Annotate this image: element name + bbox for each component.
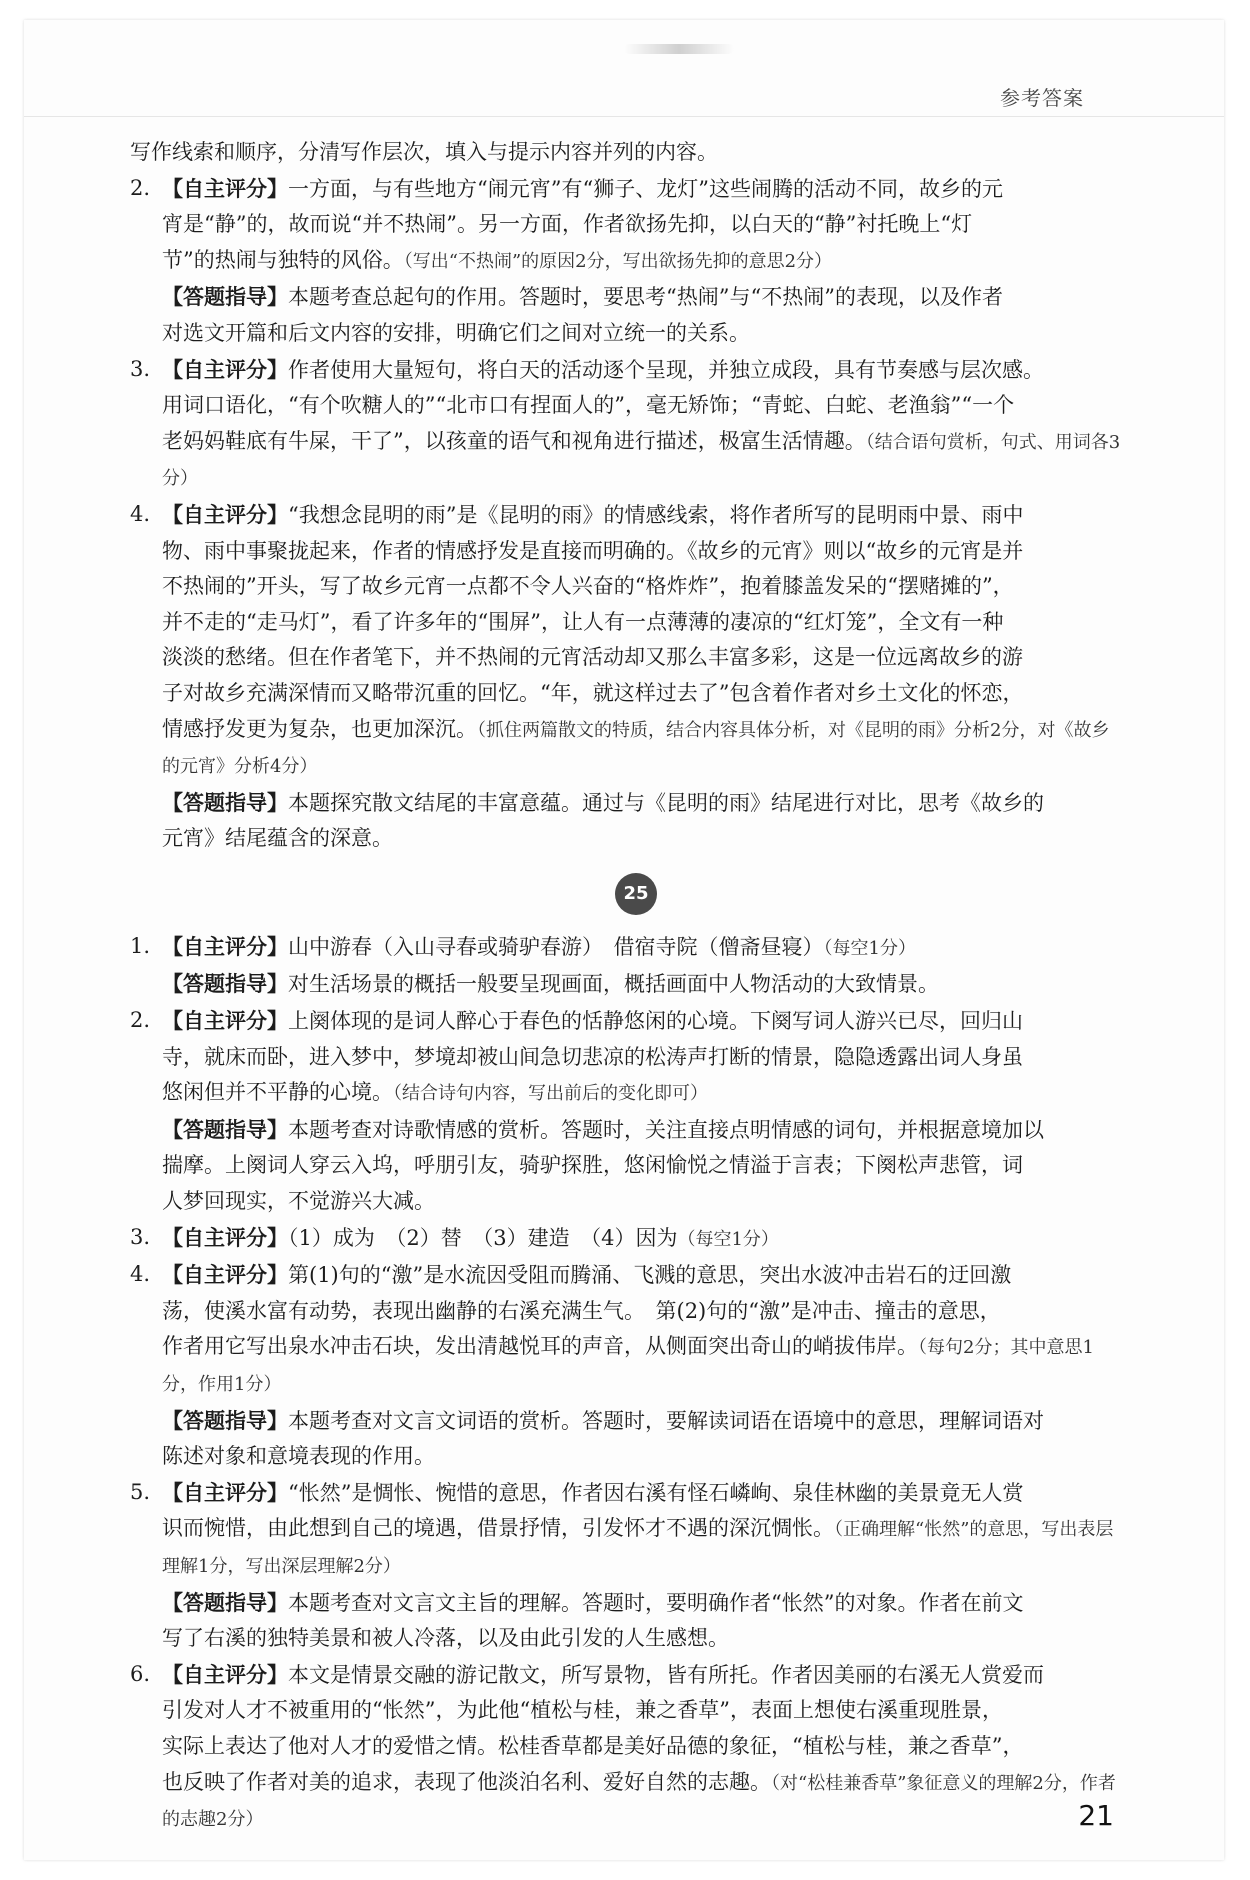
text-line — [162, 569, 1125, 605]
answer-item — [130, 352, 1125, 497]
item-number: 4. — [130, 501, 151, 526]
block-tag: 【答题指导】 — [162, 1589, 288, 1615]
line-text: 物、雨中事聚拢起来，作者的情感抒发是直接而明确的。《故乡的元宵》则以“故乡的元宵是并 — [162, 538, 1024, 563]
line-text: 本题考查对文言文词语的赏析。答题时，要解读词语在语境中的意思，理解词语对 — [288, 1408, 1044, 1433]
block-tag: 【自主评分】 — [162, 1479, 288, 1505]
item-number: 5. — [130, 1479, 151, 1504]
answer-block — [162, 1003, 1125, 1112]
text-line — [162, 424, 1125, 497]
line-text: 淡淡的愁绪。但在作者笔下，并不热闹的元宵活动却又那么丰富多彩，这是一位远离故乡的游 — [162, 645, 1023, 670]
text-line — [162, 316, 1125, 352]
line-text: 老妈妈鞋底有牛屎，干了”，以孩童的语气和视角进行描述，极富生活情趣。 — [162, 428, 866, 453]
block-tag: 【自主评分】 — [162, 1008, 288, 1034]
score-note: （抓住两篇散文的特质，结合内容具体分析，对《昆明的雨》分析2分，对《故乡的元宵》分析4分） — [162, 719, 1110, 778]
block-tag: 【答题指导】 — [162, 284, 288, 310]
score-note: （正确理解“怅然”的意思，写出表层理解1分，写出深层理解2分） — [162, 1519, 1114, 1577]
item-number: 3. — [130, 356, 151, 381]
text-line — [162, 1657, 1125, 1694]
line-text: （1）成为 （2）替 （3）建造 （4）因为 — [288, 1225, 678, 1250]
answer-block — [162, 279, 1125, 351]
text-line — [162, 966, 1125, 1003]
line-text: 用词口语化，“有个吹糖人的”“北市口有捏面人的”，毫无矫饰；“青蛇、白蛇、老渔翁”“一个 — [162, 393, 1015, 418]
line-text: 情感抒发更为复杂，也更加深沉。 — [162, 716, 477, 741]
text-line — [162, 207, 1125, 243]
text-line — [162, 1003, 1125, 1040]
block-tag: 【自主评分】 — [162, 175, 288, 201]
header-rule — [24, 116, 1224, 117]
answer-block — [162, 929, 1125, 967]
text-line — [162, 640, 1125, 676]
text-line — [162, 1439, 1125, 1475]
text-line — [162, 1729, 1125, 1765]
item-number: 6. — [130, 1661, 151, 1686]
answer-block — [162, 171, 1125, 280]
line-text: 写了右溪的独特美景和被人冷落，以及由此引发的人生感想。 — [162, 1626, 729, 1651]
intro-line: 写作线索和顺序，分清写作层次，填入与提示内容并列的内容。 — [130, 140, 718, 164]
line-text: 对生活场景的概括一般要呈现画面，概括画面中人物活动的大致情景。 — [288, 972, 939, 997]
answer-block — [162, 1220, 1125, 1258]
block-tag: 【自主评分】 — [162, 1262, 288, 1288]
text-line — [162, 605, 1125, 641]
answer-item — [130, 1657, 1125, 1838]
text-line — [162, 1040, 1125, 1076]
line-text: 上阕体现的是词人醉心于春色的恬静悠闲的心境。下阕写词人游兴已尽，回归山 — [288, 1009, 1023, 1034]
text-line — [162, 1294, 1125, 1330]
answer-item — [130, 1257, 1125, 1475]
page-number: 21 — [1078, 1799, 1114, 1832]
answer-block — [162, 1475, 1125, 1585]
answer-block — [162, 1403, 1125, 1475]
answer-block — [162, 966, 1125, 1003]
answer-block — [162, 1112, 1125, 1220]
text-line — [162, 1184, 1125, 1220]
answer-item — [130, 497, 1125, 857]
answer-block — [162, 1257, 1125, 1402]
score-note: （每句2分；其中意思1分，作用1分） — [162, 1337, 1094, 1395]
block-tag: 【答题指导】 — [162, 1407, 288, 1433]
line-text: “我想念昆明的雨”是《昆明的雨》的情感线索，将作者所写的昆明雨中景、雨中 — [288, 502, 1024, 527]
scan-smudge — [624, 44, 734, 54]
line-text: 人梦回现实，不觉游兴大减。 — [162, 1189, 435, 1214]
text-line — [162, 1220, 1125, 1258]
score-note: （结合诗句内容，写出前后的变化即可） — [393, 1083, 708, 1105]
text-line — [162, 1329, 1125, 1402]
header-label: 参考答案 — [1000, 86, 1084, 110]
line-text: 对选文开篇和后文内容的安排，明确它们之间对立统一的关系。 — [162, 320, 750, 345]
text-line — [162, 497, 1125, 534]
item-number: 4. — [130, 1262, 151, 1287]
text-line — [162, 1257, 1125, 1294]
line-text: 也反映了作者对美的追求，表现了他淡泊名利、爱好自然的志趣。 — [162, 1769, 771, 1794]
line-text: 引发对人才不被重用的“怅然”，为此他“植松与桂，兼之香草”，表面上想使右溪重现胜景， — [162, 1698, 1003, 1723]
line-text: 作者用它写出泉水冲击石块，发出清越悦耳的声音，从侧面突出奇山的峭拔伟岸。 — [162, 1334, 918, 1359]
line-text: 寺，就床而卧，进入梦中，梦境却被山间急切悲凉的松涛声打断的情景，隐隐透露出词人身虽 — [162, 1044, 1023, 1069]
item-number: 3. — [130, 1224, 151, 1249]
text-line — [162, 785, 1125, 822]
block-tag: 【自主评分】 — [162, 1224, 288, 1250]
line-text: 不热闹的”开头，写了故乡元宵一点都不令人兴奋的“格炸炸”，抱着膝盖发呆的“摆赌摊的”， — [162, 574, 1014, 599]
block-tag: 【自主评分】 — [162, 501, 288, 527]
line-text: 荡，使溪水富有动势，表现出幽静的右溪充满生气。 第(2)句的“激”是冲击、撞击的意思， — [162, 1298, 1001, 1323]
score-note: （对“松桂兼香草”象征意义的理解2分，作者的志趣2分） — [162, 1772, 1116, 1831]
block-tag: 【自主评分】 — [162, 1661, 288, 1687]
line-text: 山中游春（入山寻春或骑驴春游） 借宿寺院（僧斋昼寝） — [288, 934, 824, 959]
line-text: 本题考查对文言文主旨的理解。答题时，要明确作者“怅然”的对象。作者在前文 — [288, 1590, 1024, 1615]
section-divider — [130, 865, 1125, 923]
answer-block — [162, 352, 1125, 497]
line-text: 揣摩。上阕词人穿云入坞，呼朋引友，骑驴探胜，悠闲愉悦之情溢于言表；下阕松声悲管，词 — [162, 1153, 1023, 1178]
line-text: 节”的热闹与独特的风俗。 — [162, 247, 404, 272]
line-text: 本题考查总起句的作用。答题时，要思考“热闹”与“不热闹”的表现，以及作者 — [288, 285, 1003, 310]
answer-block — [162, 1657, 1125, 1838]
line-text: 识而惋惜，由此想到自己的境遇，借景抒情，引发怀才不遇的深沉惆怅。 — [162, 1516, 834, 1541]
text-line — [162, 1511, 1125, 1584]
line-text: 宵是“静”的，故而说“并不热闹”。另一方面，作者欲扬先抑，以白天的“静”衬托晚上“灯 — [162, 212, 973, 237]
text-line — [162, 1475, 1125, 1512]
text-line — [162, 712, 1125, 785]
answer-item — [130, 929, 1125, 1003]
answer-block — [162, 785, 1125, 857]
answer-content — [130, 135, 1125, 1838]
text-line — [162, 1765, 1125, 1838]
text-line — [162, 821, 1125, 857]
answer-item — [130, 1220, 1125, 1258]
text-line — [162, 1585, 1125, 1622]
text-line — [162, 171, 1125, 208]
text-line — [162, 243, 1125, 280]
answer-item — [130, 1475, 1125, 1657]
score-note: （每空1分） — [823, 937, 916, 959]
line-text: 子对故乡充满深情而又略带沉重的回忆。“年，就这样过去了”包含着作者对乡土文化的怀恋， — [162, 680, 1024, 705]
text-line — [162, 352, 1125, 389]
text-line — [162, 1403, 1125, 1440]
item-number: 1. — [130, 933, 151, 958]
block-tag: 【自主评分】 — [162, 933, 288, 959]
item-number: 2. — [130, 1008, 151, 1033]
text-line — [162, 1148, 1125, 1184]
line-text: 作者使用大量短句，将白天的活动逐个呈现，并独立成段，具有节奏感与层次感。 — [288, 357, 1044, 382]
text-line — [162, 929, 1125, 967]
text-line — [162, 534, 1125, 570]
block-tag: 【答题指导】 — [162, 789, 288, 815]
text-line — [162, 388, 1125, 424]
block-tag: 【答题指导】 — [162, 971, 288, 997]
text-line — [162, 1693, 1125, 1729]
line-text: 本文是情景交融的游记散文，所写景物，皆有所托。作者因美丽的右溪无人赏爱而 — [288, 1662, 1044, 1687]
line-text: 本题探究散文结尾的丰富意蕴。通过与《昆明的雨》结尾进行对比，思考《故乡的 — [288, 790, 1044, 815]
text-line — [162, 676, 1125, 712]
section-number-badge: 25 — [615, 873, 657, 915]
text-line — [162, 1112, 1125, 1149]
block-tag: 【自主评分】 — [162, 356, 288, 382]
answer-block — [162, 1585, 1125, 1657]
section-answers-25 — [130, 929, 1125, 1838]
line-text: 悠闲但并不平静的心境。 — [162, 1080, 393, 1105]
line-text: 本题考查对诗歌情感的赏析。答题时，关注直接点明情感的词句，并根据意境加以 — [288, 1117, 1044, 1142]
item-number: 2. — [130, 175, 151, 200]
line-text: 并不走的“走马灯”，看了许多年的“围屏”，让人有一点薄薄的凄凉的“红灯笼”，全文有一种 — [162, 609, 1004, 634]
score-note: （每空1分） — [677, 1228, 779, 1250]
score-note: （结合语句赏析，句式、用词各3分） — [162, 431, 1121, 490]
line-text: 一方面，与有些地方“闹元宵”有“狮子、龙灯”这些闹腾的活动不同，故乡的元 — [288, 176, 1003, 201]
line-text: “怅然”是惆怅、惋惜的意思，作者因右溪有怪石嶙峋、泉佳林幽的美景竟无人赏 — [288, 1480, 1024, 1505]
score-note: （写出“不热闹”的原因2分，写出欲扬先抑的意思2分） — [403, 250, 833, 272]
line-text: 元宵》结尾蕴含的深意。 — [162, 826, 393, 851]
answer-item — [130, 171, 1125, 352]
text-line — [162, 1621, 1125, 1657]
line-text: 实际上表达了他对人才的爱惜之情。松桂香草都是美好品德的象征，“植松与桂，兼之香草”， — [162, 1733, 1024, 1758]
line-text: 陈述对象和意境表现的作用。 — [162, 1444, 435, 1469]
answer-item — [130, 1003, 1125, 1220]
text-line — [162, 1075, 1125, 1112]
text-line — [162, 279, 1125, 316]
section-answers-24 — [130, 171, 1125, 857]
answer-block — [162, 497, 1125, 785]
line-text: 第(1)句的“激”是水流因受阻而腾涌、飞溅的意思，突出水波冲击岩石的迂回激 — [288, 1263, 1012, 1288]
block-tag: 【答题指导】 — [162, 1116, 288, 1142]
